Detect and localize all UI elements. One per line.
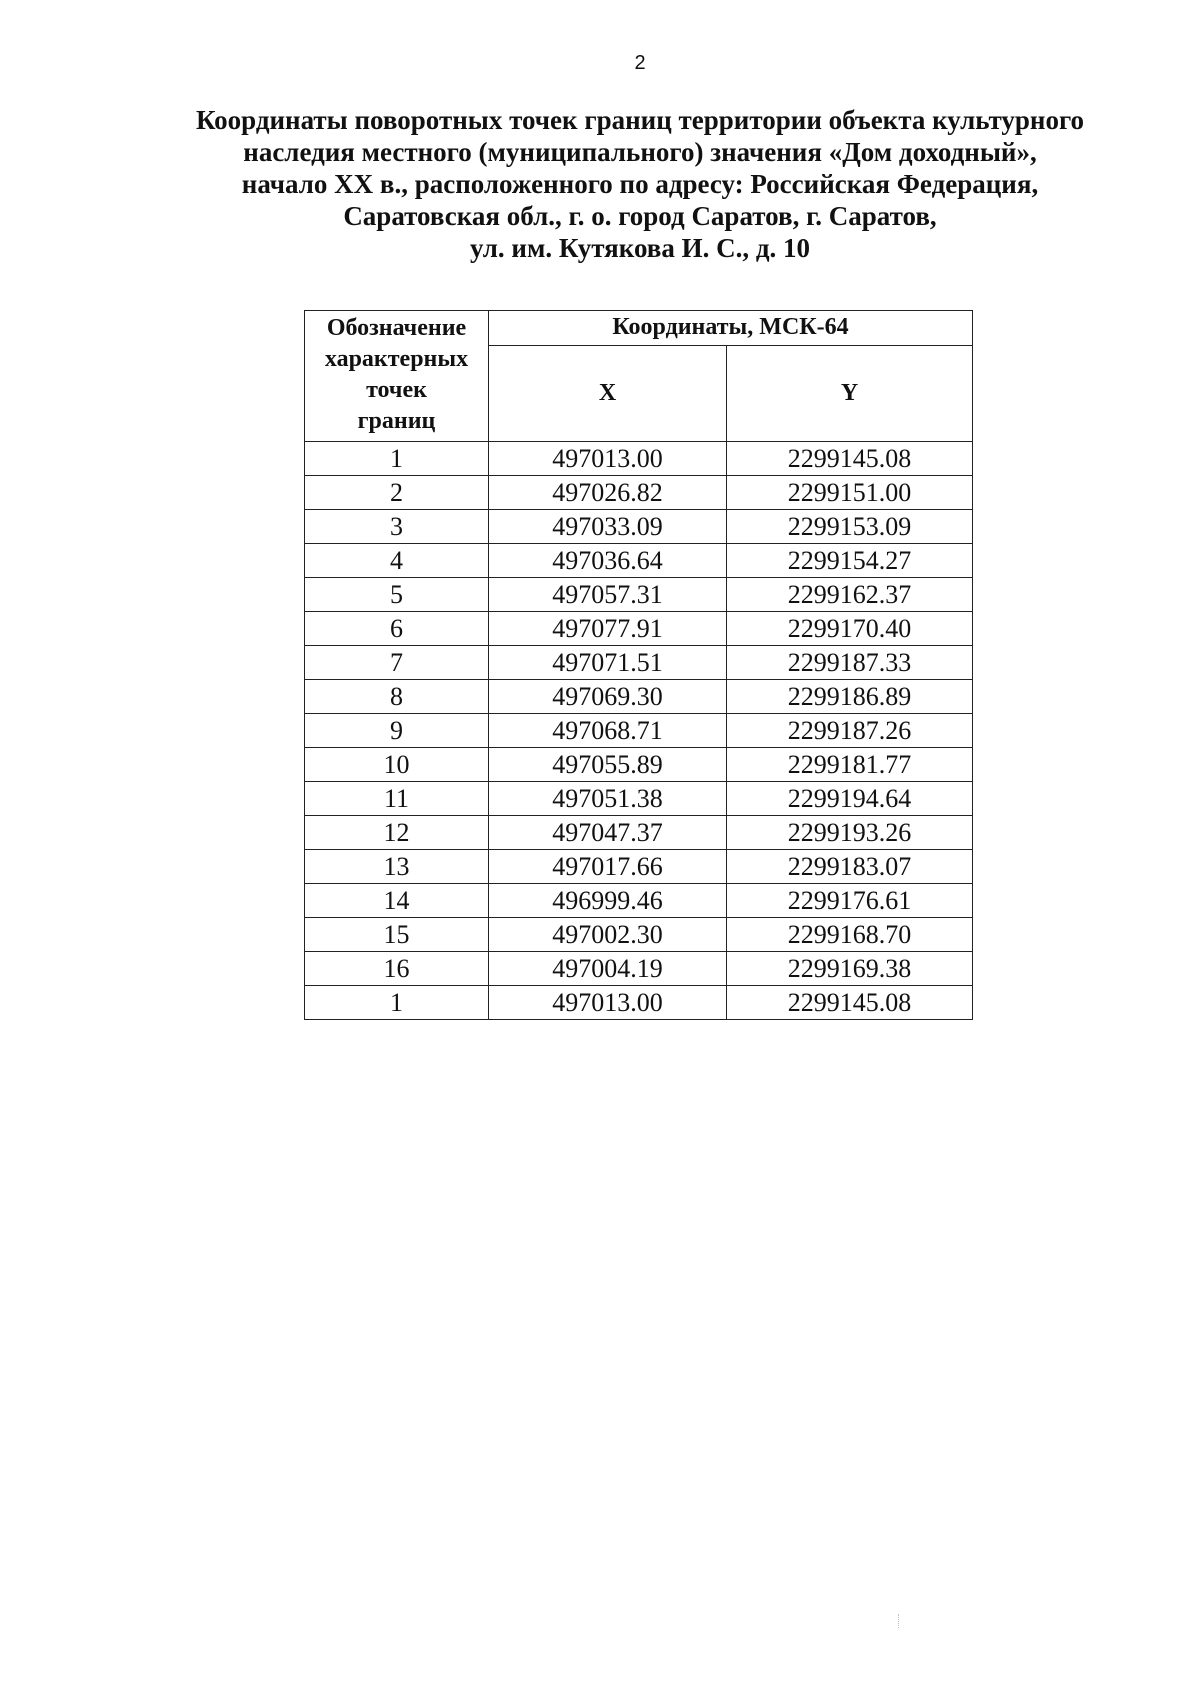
point-number-cell: 3: [305, 510, 489, 544]
x-coordinate-cell: 497077.91: [489, 612, 727, 646]
header-designation-line: границ: [357, 408, 436, 434]
table-row: [305, 816, 973, 850]
y-coordinate-cell: 2299183.07: [727, 850, 973, 884]
point-number-cell: 14: [305, 884, 489, 918]
y-coordinate-cell: 2299170.40: [727, 612, 973, 646]
table-row: [305, 918, 973, 952]
point-number-cell: 6: [305, 612, 489, 646]
point-number-cell: 15: [305, 918, 489, 952]
y-coordinate-cell: 2299187.26: [727, 714, 973, 748]
point-number-cell: 16: [305, 952, 489, 986]
scan-artifact-mark: [898, 1614, 901, 1628]
x-coordinate-cell: 497033.09: [489, 510, 727, 544]
y-coordinate-cell: 2299181.77: [727, 748, 973, 782]
point-number-cell: 1: [305, 442, 489, 476]
table-row: [305, 986, 973, 1020]
table-row: [305, 578, 973, 612]
point-number-cell: 10: [305, 748, 489, 782]
x-coordinate-cell: 497017.66: [489, 850, 727, 884]
table-header: [305, 311, 973, 442]
title-line: Саратовская обл., г. о. город Саратов, г. Саратов,: [343, 201, 937, 231]
point-number-cell: 9: [305, 714, 489, 748]
y-coordinate-cell: 2299194.64: [727, 782, 973, 816]
x-coordinate-cell: 497013.00: [489, 986, 727, 1020]
y-coordinate-cell: 2299145.08: [727, 442, 973, 476]
header-y: Y: [727, 345, 973, 441]
x-coordinate-cell: 497051.38: [489, 782, 727, 816]
point-number-cell: 7: [305, 646, 489, 680]
y-coordinate-cell: 2299186.89: [727, 680, 973, 714]
point-number-cell: 12: [305, 816, 489, 850]
title-line: наследия местного (муниципального) значения «Дом доходный»,: [243, 137, 1037, 167]
title-line: ул. им. Кутякова И. С., д. 10: [469, 233, 811, 263]
x-coordinate-cell: 497013.00: [489, 442, 727, 476]
point-number-cell: 2: [305, 476, 489, 510]
point-number-cell: 4: [305, 544, 489, 578]
table-row: [305, 510, 973, 544]
table-row: [305, 612, 973, 646]
document-title: [140, 104, 1140, 264]
x-coordinate-cell: 497071.51: [489, 646, 727, 680]
header-x: X: [489, 345, 727, 441]
x-coordinate-cell: 497055.89: [489, 748, 727, 782]
y-coordinate-cell: 2299145.08: [727, 986, 973, 1020]
x-coordinate-cell: 496999.46: [489, 884, 727, 918]
y-coordinate-cell: 2299176.61: [727, 884, 973, 918]
y-coordinate-cell: 2299153.09: [727, 510, 973, 544]
point-number-cell: 8: [305, 680, 489, 714]
x-coordinate-cell: 497002.30: [489, 918, 727, 952]
y-coordinate-cell: 2299151.00: [727, 476, 973, 510]
x-coordinate-cell: 497026.82: [489, 476, 727, 510]
x-coordinate-cell: 497047.37: [489, 816, 727, 850]
table-row: [305, 884, 973, 918]
table-row: [305, 476, 973, 510]
table-body: [305, 442, 973, 1020]
header-designation-line: характерных: [324, 346, 469, 372]
table-row: [305, 646, 973, 680]
point-number-cell: 5: [305, 578, 489, 612]
header-point-designation: [305, 311, 489, 442]
title-line: начало XX в., расположенного по адресу: Российская Федерация,: [241, 169, 1039, 199]
point-number-cell: 11: [305, 782, 489, 816]
y-coordinate-cell: 2299154.27: [727, 544, 973, 578]
header-row: [305, 311, 973, 346]
page-number: 2: [634, 52, 646, 74]
table-row: [305, 442, 973, 476]
x-coordinate-cell: 497004.19: [489, 952, 727, 986]
table-row: [305, 952, 973, 986]
table-row: [305, 748, 973, 782]
x-coordinate-cell: 497069.30: [489, 680, 727, 714]
y-coordinate-cell: 2299193.26: [727, 816, 973, 850]
header-designation-line: точек: [366, 377, 427, 403]
point-number-cell: 1: [305, 986, 489, 1020]
y-coordinate-cell: 2299187.33: [727, 646, 973, 680]
y-coordinate-cell: 2299169.38: [727, 952, 973, 986]
x-coordinate-cell: 497036.64: [489, 544, 727, 578]
header-coordinates: Координаты, МСК-64: [489, 311, 973, 346]
x-coordinate-cell: 497068.71: [489, 714, 727, 748]
header-designation-line: Обозначение: [326, 315, 467, 341]
y-coordinate-cell: 2299168.70: [727, 918, 973, 952]
coordinates-table: [304, 310, 973, 1020]
table-row: [305, 714, 973, 748]
table-row: [305, 544, 973, 578]
x-coordinate-cell: 497057.31: [489, 578, 727, 612]
y-coordinate-cell: 2299162.37: [727, 578, 973, 612]
table-row: [305, 850, 973, 884]
title-line: Координаты поворотных точек границ территории объекта культурного: [195, 105, 1085, 135]
point-number-cell: 13: [305, 850, 489, 884]
table-row: [305, 680, 973, 714]
table-row: [305, 782, 973, 816]
